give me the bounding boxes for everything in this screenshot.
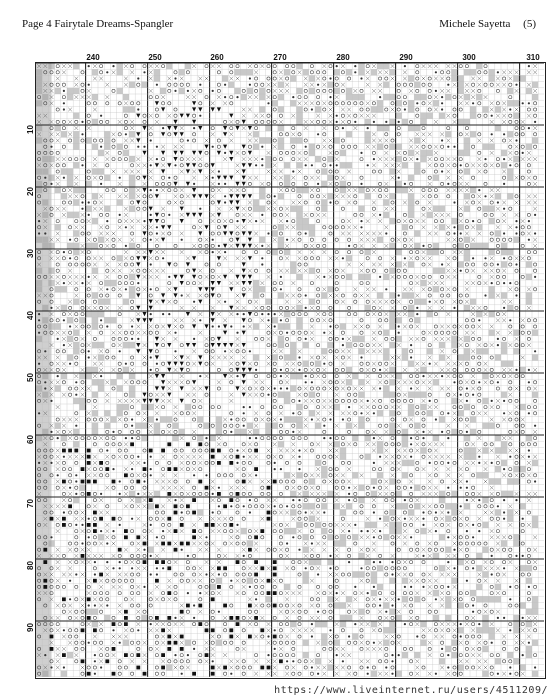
row-label: 80	[26, 561, 35, 570]
designer-info	[429, 18, 536, 30]
row-label: 10	[26, 125, 35, 134]
column-label: 300	[462, 53, 476, 62]
designer-name: Michele Sayetta	[439, 18, 511, 30]
column-label: 260	[210, 53, 224, 62]
column-label: 250	[148, 53, 162, 62]
page-header	[0, 18, 554, 34]
row-label: 70	[26, 499, 35, 508]
column-label: 280	[336, 53, 350, 62]
column-label: 240	[86, 53, 100, 62]
page-title: Page 4 Fairytale Dreams-Spangler	[22, 18, 174, 30]
column-label: 310	[526, 53, 540, 62]
row-label: 40	[26, 311, 35, 320]
cross-stitch-pattern-grid	[35, 62, 546, 679]
row-label: 90	[26, 623, 35, 632]
row-label: 30	[26, 249, 35, 258]
column-label: 270	[273, 53, 287, 62]
source-url: https://www.liveinternet.ru/users/4511209/	[274, 685, 548, 696]
cross-stitch-symbol-grid-icon	[36, 63, 544, 677]
row-label: 60	[26, 435, 35, 444]
page-code: (5)	[523, 18, 536, 30]
row-label: 50	[26, 373, 35, 382]
row-label: 20	[26, 187, 35, 196]
column-label: 290	[399, 53, 413, 62]
